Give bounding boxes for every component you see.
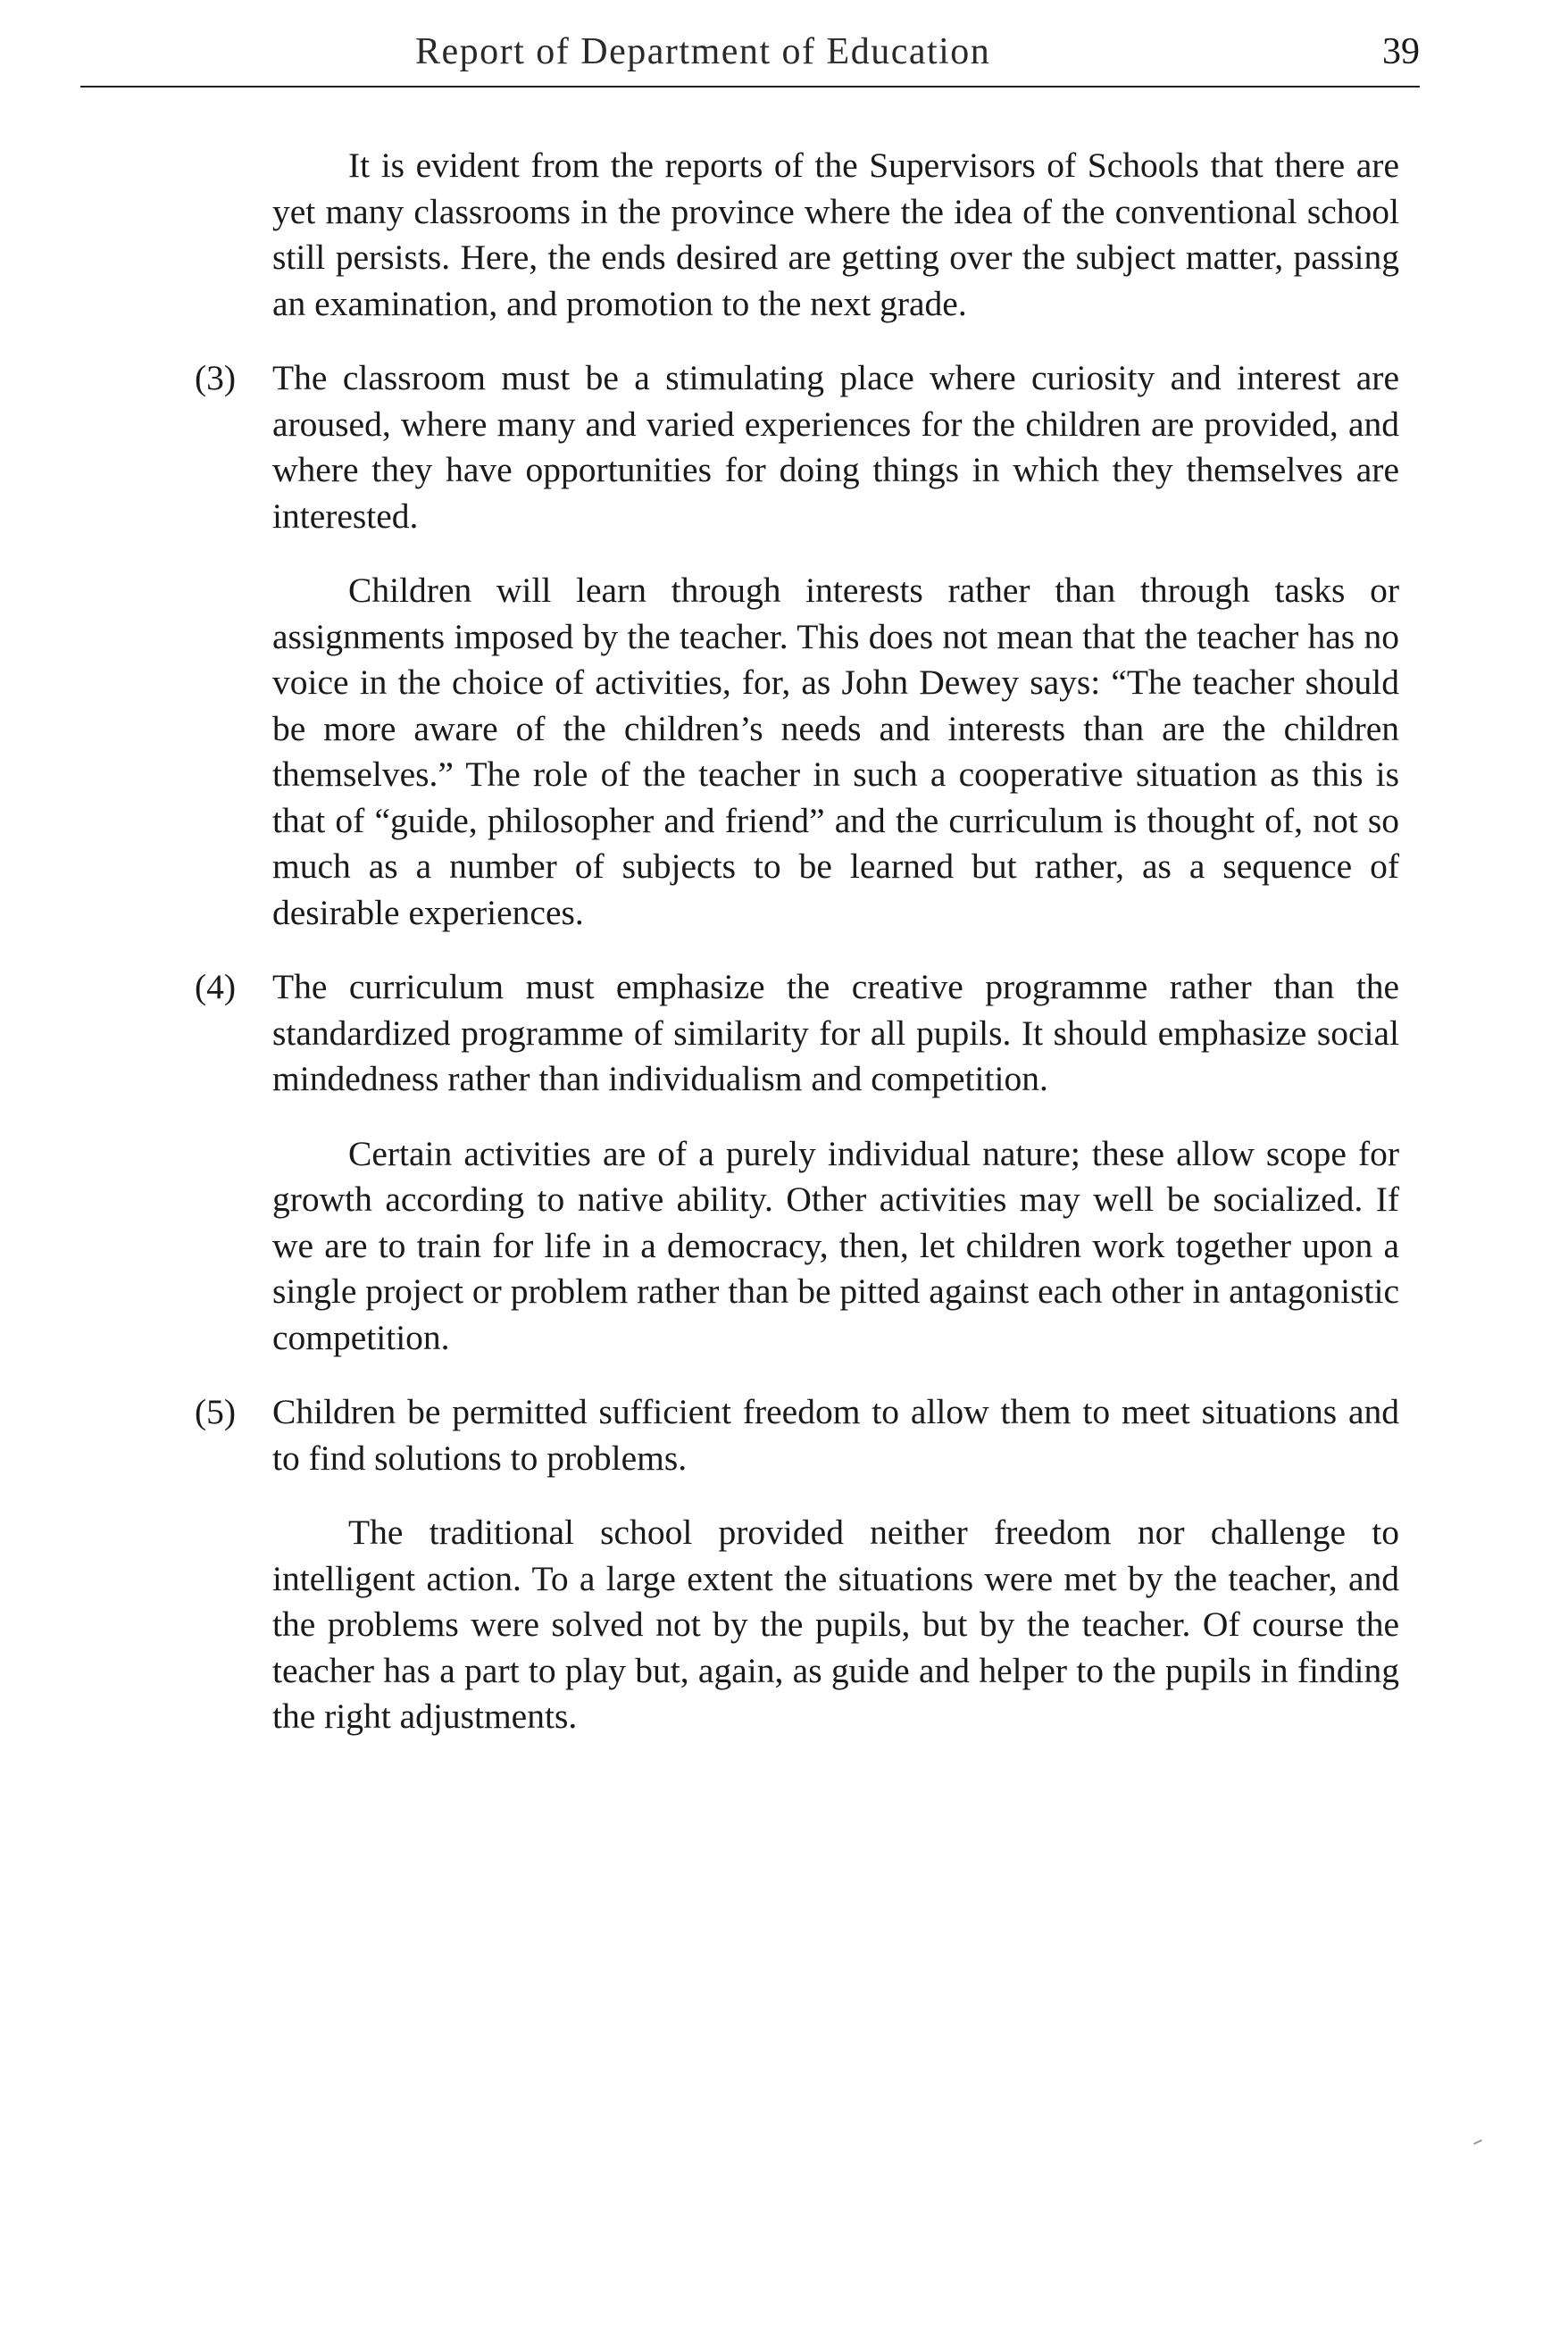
numbered-item-4 [195,964,1399,1103]
running-header [80,30,1420,88]
running-title: Report of Department of Education [415,31,991,72]
item-number: (3) [195,358,237,397]
paragraph-activities: Certain activities are of a purely individual nature; these allow scope for growth according to native ability. Other activities may well be socialized. If we are to train for life in a democracy, then, let children work together upon a single project or problem rather than be pitted against each other in antagonistic competition. [272,1133,1399,1357]
page-body [195,143,1399,1769]
item-number: (5) [195,1392,237,1431]
numbered-item-3 [195,355,1399,539]
item-number: (4) [195,967,237,1006]
print-smudge-mark [1473,2139,1482,2145]
paragraph-traditional-school: The traditional school provided neither freedom nor challenge to intelligent action. To a large extent the situations were met by the teacher, and the problems were solved not by the pupils, but by the teacher. Of course the teacher has a part to play but, again, as guide and helper to the pupils in finding the right adjustments. [272,1513,1399,1736]
item-text: The curriculum must emphasize the creative programme rather than the standardized programme of similarity for all pupils. It should emphasize social mindedness rather than individualism and competition. [272,967,1399,1098]
item-text: Children be permitted sufficient freedom to allow them to meet situations and to find solutions to problems. [272,1392,1399,1478]
paragraph-interests: Children will learn through interests rather than through tasks or assignments imposed by the teacher. This does not mean that the teacher has no voice in the choice of activities, for, as John Dewey says: “The teacher should be more aware of the children’s needs and interests than are the children themselves.” The role of the teacher in such a cooperative situation as this is that of “guide, philosopher and friend” and the curriculum is thought of, not so much as a number of subjects to be learned but rather, as a sequence of desirable experiences. [272,571,1399,932]
page-number: 39 [1382,31,1420,72]
item-text: The classroom must be a stimulating place where curiosity and interest are aroused, where many and varied experiences for the children are provided, and where they have opportunities for doing things in which they themselves are interested. [272,358,1399,536]
paragraph-supervisors-reports: It is evident from the reports of the Supervisors of Schools that there are yet many classrooms in the province where the idea of the conventional school still persists. Here, the ends desired are getting over the subject matter, passing an examination, and promotion to the next grade. [272,146,1399,323]
numbered-item-5 [195,1389,1399,1481]
